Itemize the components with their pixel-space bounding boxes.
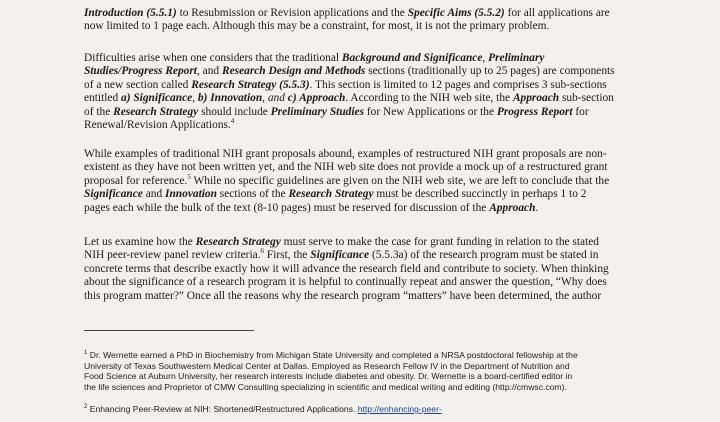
footnote-ref: 4 <box>230 117 235 126</box>
line: Food Science at Auburn University, her research interests include diabetes and obesity. Dr. Wernette is a board-certified editor in <box>84 371 573 382</box>
text-run: for all applications are <box>504 7 610 19</box>
paragraph-intro-aims <box>84 7 714 34</box>
emphasis-specific-aims: Specific Aims (5.5.2) <box>407 7 505 19</box>
text-run: , <box>192 92 198 105</box>
emphasis-research-strategy: Research Strategy <box>113 105 199 118</box>
text-run: must serve to make the case for grant funding in relation to the stated <box>280 236 599 248</box>
text-run: sections (traditionally up to 25 pages) are components <box>365 65 615 78</box>
text-run: to Resubmission or Revision applications and the <box>176 7 408 19</box>
line: about the significance of a research program it is helpful to continually repeat and answer the question, “Why does <box>84 276 607 289</box>
emphasis-research-strategy: Research Strategy <box>288 188 374 201</box>
emphasis-introduction: Introduction (5.5.1) <box>84 7 177 19</box>
text-run: should include <box>198 105 271 118</box>
footnote-link[interactable]: http://enhancing-peer- <box>357 404 442 414</box>
text-run: Enhancing Peer-Review at NIH: Shortened/Restructured Applications. <box>87 404 358 414</box>
text-run: (5.5.3a) of the research program must be stated in <box>369 249 599 262</box>
text-run: Difficulties arise when one considers that the traditional <box>84 52 342 64</box>
line <box>84 79 714 92</box>
paragraph-examples <box>84 148 714 215</box>
emphasis-research-strategy: Research Strategy <box>195 236 281 248</box>
text-run: for <box>572 105 589 118</box>
line: now limited to 1 page each. Although this may be a constraint, for most, it is not the primary problem. <box>84 20 550 33</box>
text-run: must be described succinctly in perhaps 1 to 2 <box>373 188 587 201</box>
line: the life sciences and Proprietor of CMW Consulting specializing in scientific and medical writing and editing (http://cmwsc.com). <box>84 381 567 392</box>
text-run: and <box>142 188 166 201</box>
line <box>84 202 714 215</box>
text-run: of the <box>84 105 114 118</box>
line: existent as they have not been written yet, and the NIH web site does not provide a mock up of a restructured grant <box>84 161 608 174</box>
paragraph-examine <box>84 236 714 303</box>
emphasis-progress-report: Progress Report <box>496 105 573 118</box>
line <box>84 65 714 78</box>
line: University of Texas Southwestern Medical Center at Dallas. Employed as Research Fellow IV in the Department of Nutrition and <box>84 360 570 371</box>
emphasis-innovation: b) Innovation <box>197 92 263 105</box>
text-run: NIH peer-review panel review criteria. <box>84 249 261 262</box>
emphasis-innovation: Innovation <box>165 188 217 201</box>
text-run: sub-section <box>559 92 614 105</box>
text-run: proposal for reference. <box>84 174 188 187</box>
line <box>84 188 714 201</box>
emphasis-research-design: Research Design and Methods <box>221 65 366 78</box>
line: While examples of traditional NIH grant proposals abound, examples of restructured NIH grant proposals are non- <box>84 148 607 160</box>
emphasis-approach: Approach <box>512 92 560 105</box>
text-run: entitled <box>84 92 122 105</box>
line <box>84 92 714 105</box>
text-run: sections of the <box>216 188 289 201</box>
footnote-divider <box>84 330 254 331</box>
text-run: , and <box>262 92 288 105</box>
text-run: Renewal/Revision Applications. <box>84 119 231 132</box>
line: concrete terms that describe exactly how it will advance the research field and contribute to society. When thinking <box>84 262 609 275</box>
text-run: Let us examine how the <box>84 236 196 248</box>
emphasis-research-strategy: Research Strategy (5.5.3) <box>191 78 310 91</box>
text-run: Dr. Wernette earned a PhD in Biochemistry from Michigan State University and completed a NRSA postdoctoral fellowship at the <box>87 350 578 360</box>
text-run: for New Applications or the <box>364 105 497 118</box>
emphasis-significance: Significance <box>84 188 143 201</box>
emphasis-approach: Approach <box>489 201 536 214</box>
text-run: of a new section called <box>84 78 192 91</box>
line <box>84 236 714 249</box>
text-run: , and <box>196 65 222 78</box>
line <box>84 249 714 262</box>
line <box>84 106 714 119</box>
paragraph-difficulties <box>84 52 714 132</box>
emphasis-significance: a) Significance <box>121 92 193 105</box>
footnote-2 <box>84 404 714 415</box>
document-page <box>84 0 714 422</box>
text-run: . According to the NIH web site, the <box>345 92 513 105</box>
emphasis-approach: c) Approach <box>287 92 346 105</box>
text-run: . <box>535 201 539 214</box>
text-run: First, the <box>264 249 311 262</box>
line <box>84 7 714 20</box>
footnote-number: 1 <box>84 350 88 357</box>
footnote-ref: 5 <box>187 173 191 182</box>
footnote-ref: 6 <box>260 247 265 256</box>
emphasis-background: Background and Significance <box>341 52 483 64</box>
line <box>84 175 714 188</box>
line: this program matter?” Once all the reasons why the research program “matters” have been determined, the author <box>84 289 602 302</box>
footnote-number: 2 <box>84 404 88 411</box>
footnote-1 <box>84 350 714 392</box>
text-run: . This section is limited to 12 pages and comprises 3 sub-sections <box>309 78 607 91</box>
line <box>84 119 714 132</box>
emphasis-preliminary-studies: Preliminary Studies <box>270 105 365 118</box>
emphasis-significance: Significance <box>310 249 370 262</box>
text-run: While no specific guidelines are given on the NIH web site, we are left to conclude that the <box>190 174 610 187</box>
text-run: , <box>482 52 489 64</box>
emphasis-preliminary: Preliminary <box>488 52 545 64</box>
line <box>84 52 714 65</box>
line <box>84 350 714 361</box>
emphasis-studies-progress: Studies/Progress Report <box>84 65 197 78</box>
text-run: pages each while the bulk of the text (8-10 pages) must be reserved for discussion of the <box>84 201 490 214</box>
